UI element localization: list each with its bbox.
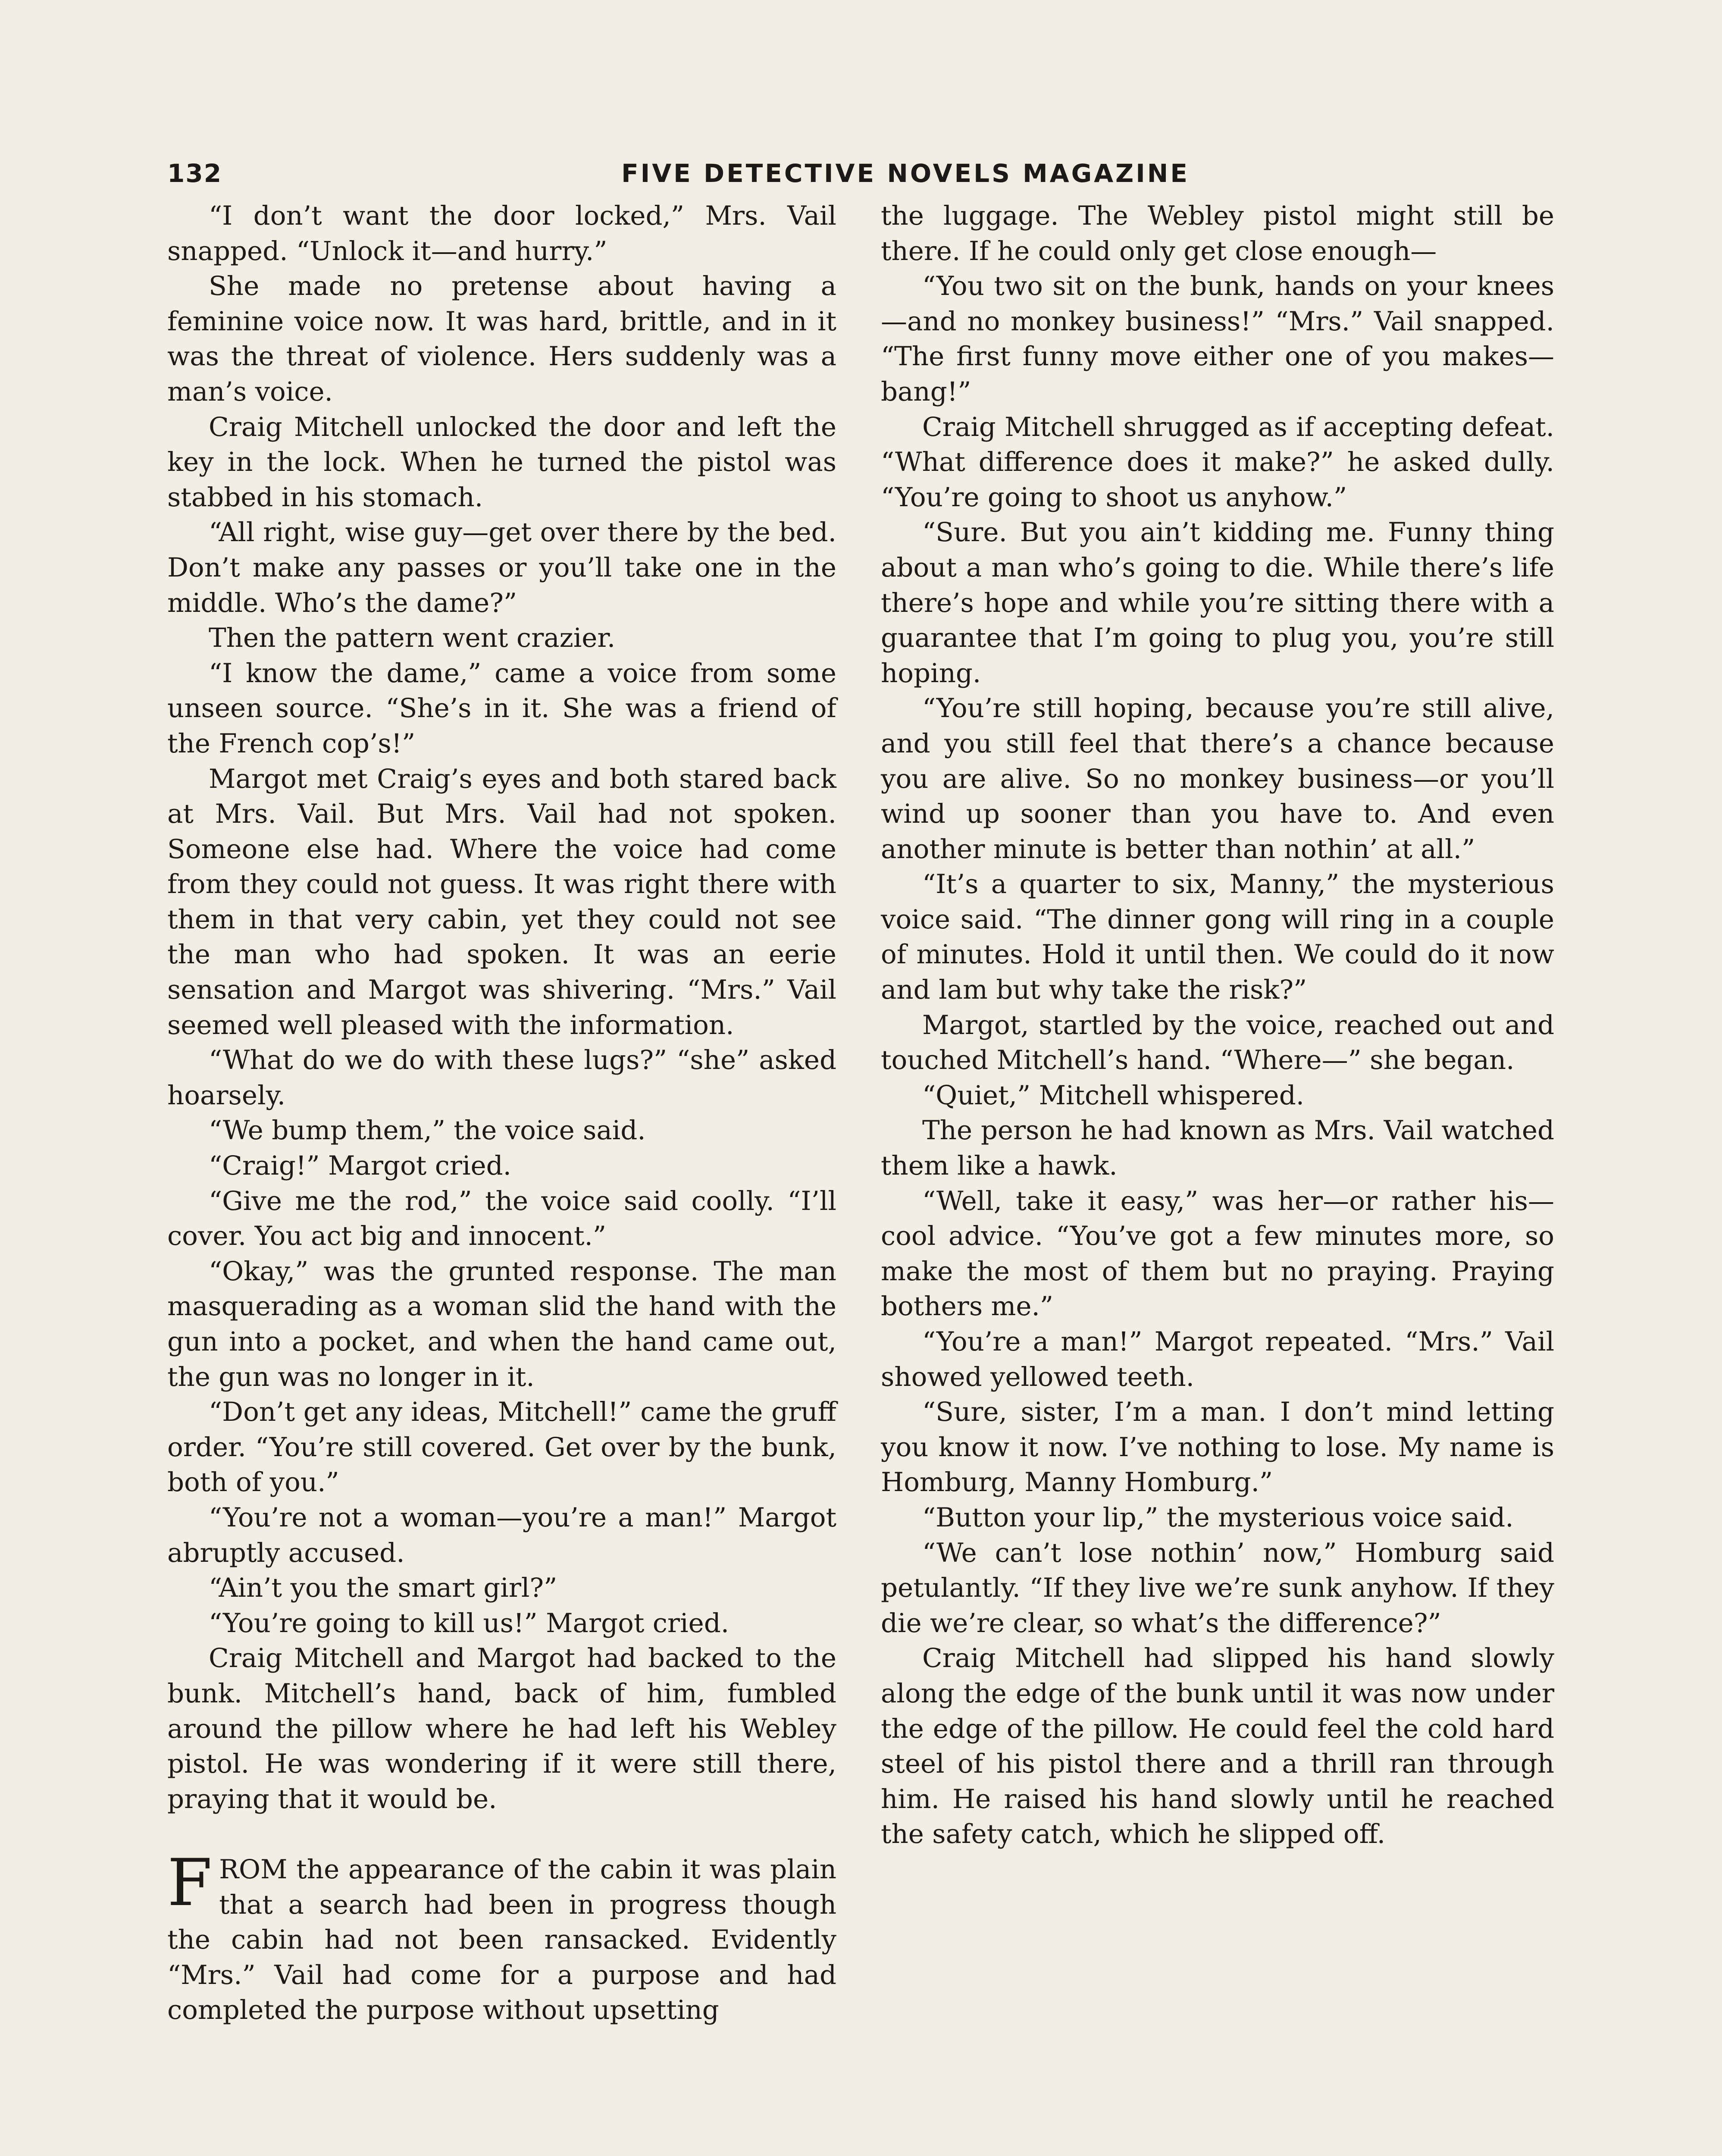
paragraph: “Give me the rod,” the voice said coolly. “I’ll cover. You act big and innocent.” — [167, 1185, 836, 1252]
continued-paragraph: the luggage. The Webley pistol might still be there. If he could only get close enough— — [881, 201, 1554, 266]
paragraph: She made no pretense about having a feminine voice now. It was hard, brittle, and in it was the threat of violence. Hers suddenly was a man’s voice. — [167, 271, 836, 407]
left-column — [167, 198, 836, 2028]
paragraph: “Button your lip,” the mysterious voice said. — [922, 1502, 1514, 1533]
paragraph: Margot, startled by the voice, reached out and touched Mitchell’s hand. “Where—” she began. — [881, 1009, 1554, 1076]
paragraph: “You two sit on the bunk, hands on your knees—and no monkey business!” “Mrs.” Vail snapped. “The first funny move either one of you makes—bang!” — [881, 271, 1554, 407]
paragraph: “I know the dame,” came a voice from some unseen source. “She’s in it. She was a friend of the French cop’s!” — [167, 658, 836, 759]
paragraph: “You’re still hoping, because you’re still alive, and you still feel that there’s a chance because you are alive. So no monkey business—or you’ll wind up sooner than you have to. And even another minute is better than nothin’ at all.” — [881, 693, 1554, 865]
paragraph: Craig Mitchell and Margot had backed to the bunk. Mitchell’s hand, back of him, fumbled around the pillow where he had left his Webley pistol. He was wondering if it were still there, praying that it would be. — [167, 1643, 836, 1814]
paragraph: “I don’t want the door locked,” Mrs. Vail snapped. “Unlock it—and hurry.” — [167, 201, 836, 266]
paragraph: “We bump them,” the voice said. — [209, 1115, 646, 1146]
paragraph: “You’re not a woman—you’re a man!” Margot abruptly accused. — [167, 1502, 836, 1568]
paragraph: The person he had known as Mrs. Vail watched them like a hawk. — [881, 1115, 1554, 1181]
paragraph: “You’re going to kill us!” Margot cried. — [209, 1608, 730, 1639]
paragraph: “We can’t lose nothin’ now,” Homburg said petulantly. “If they live we’re sunk anyhow. If they die we’re clear, so what’s the difference?” — [881, 1537, 1554, 1639]
paragraph: Craig Mitchell shrugged as if accepting defeat. “What difference does it make?” he asked dully. “You’re going to shoot us anyhow.” — [881, 411, 1554, 513]
paragraph: Craig Mitchell had slipped his hand slowly along the edge of the bunk until it was now under the edge of the pillow. He could feel the cold hard steel of his pistol there and a thrill ran through him. He raised his hand slowly until he reached the safety catch, which he slipped off. — [881, 1643, 1554, 1850]
paragraph: “Ain’t you the smart girl?” — [209, 1573, 557, 1604]
paragraph: “Sure. But you ain’t kidding me. Funny thing about a man who’s going to die. While there’s life there’s hope and while you’re sitting there with a guarantee that I’m going to plug you, you’re still hoping. — [881, 517, 1554, 689]
paragraph: “All right, wise guy—get over there by the bed. Don’t make any passes or you’ll take one in the middle. Who’s the dame?” — [167, 517, 836, 618]
paragraph: “Sure, sister, I’m a man. I don’t mind letting you know it now. I’ve nothing to lose. My name is Homburg, Manny Homburg.” — [881, 1397, 1554, 1498]
section-opening-paragraph — [167, 1845, 836, 2028]
paragraph: “You’re a man!” Margot repeated. “Mrs.” Vail showed yellowed teeth. — [881, 1326, 1554, 1392]
paragraph: Margot met Craig’s eyes and both stared back at Mrs. Vail. But Mrs. Vail had not spoken. Someone else had. Where the voice had come from they could not guess. It was right there with them in that very cabin, yet they could not see the man who had spoken. It was an eerie sensation and Margot was shivering. “Mrs.” Vail seemed well pleased with the information. — [167, 763, 836, 1040]
drop-cap: F — [167, 1845, 213, 1921]
paragraph: “Craig!” Margot cried. — [209, 1150, 512, 1181]
paragraph: “What do we do with these lugs?” “she” asked hoarsely. — [167, 1045, 836, 1111]
paragraph: “It’s a quarter to six, Manny,” the mysterious voice said. “The dinner gong will ring in a couple of minutes. Hold it until then. We could do it now and lam but why take the risk?” — [881, 869, 1554, 1006]
page-number: 132 — [167, 159, 222, 188]
paragraph: Craig Mitchell unlocked the door and left the key in the lock. When he turned the pistol was stabbed in his stomach. — [167, 411, 836, 513]
paragraph: Then the pattern went crazier. — [209, 623, 616, 654]
running-head: FIVE DETECTIVE NOVELS MAGAZINE — [621, 159, 1190, 188]
paragraph: “Well, take it easy,” was her—or rather his—cool advice. “You’ve got a few minutes more, so make the most of them but no praying. Praying bothers me.” — [881, 1185, 1554, 1322]
paragraph: “Don’t get any ideas, Mitchell!” came the gruff order. “You’re still covered. Get over by the bunk, both of you.” — [167, 1397, 836, 1498]
paragraph: “Okay,” was the grunted response. The man masquerading as a woman slid the hand with the gun into a pocket, and when the hand came out, the gun was no longer in it. — [167, 1256, 836, 1392]
right-column — [881, 198, 1554, 1852]
section-opening-text: ROM the appearance of the cabin it was plain that a search had been in progress though the cabin had not been ransacked. Evidently “Mrs.” Vail had come for a purpose and had completed the purpose without upsetting — [167, 1854, 836, 2026]
paragraph: “Quiet,” Mitchell whispered. — [922, 1080, 1305, 1111]
